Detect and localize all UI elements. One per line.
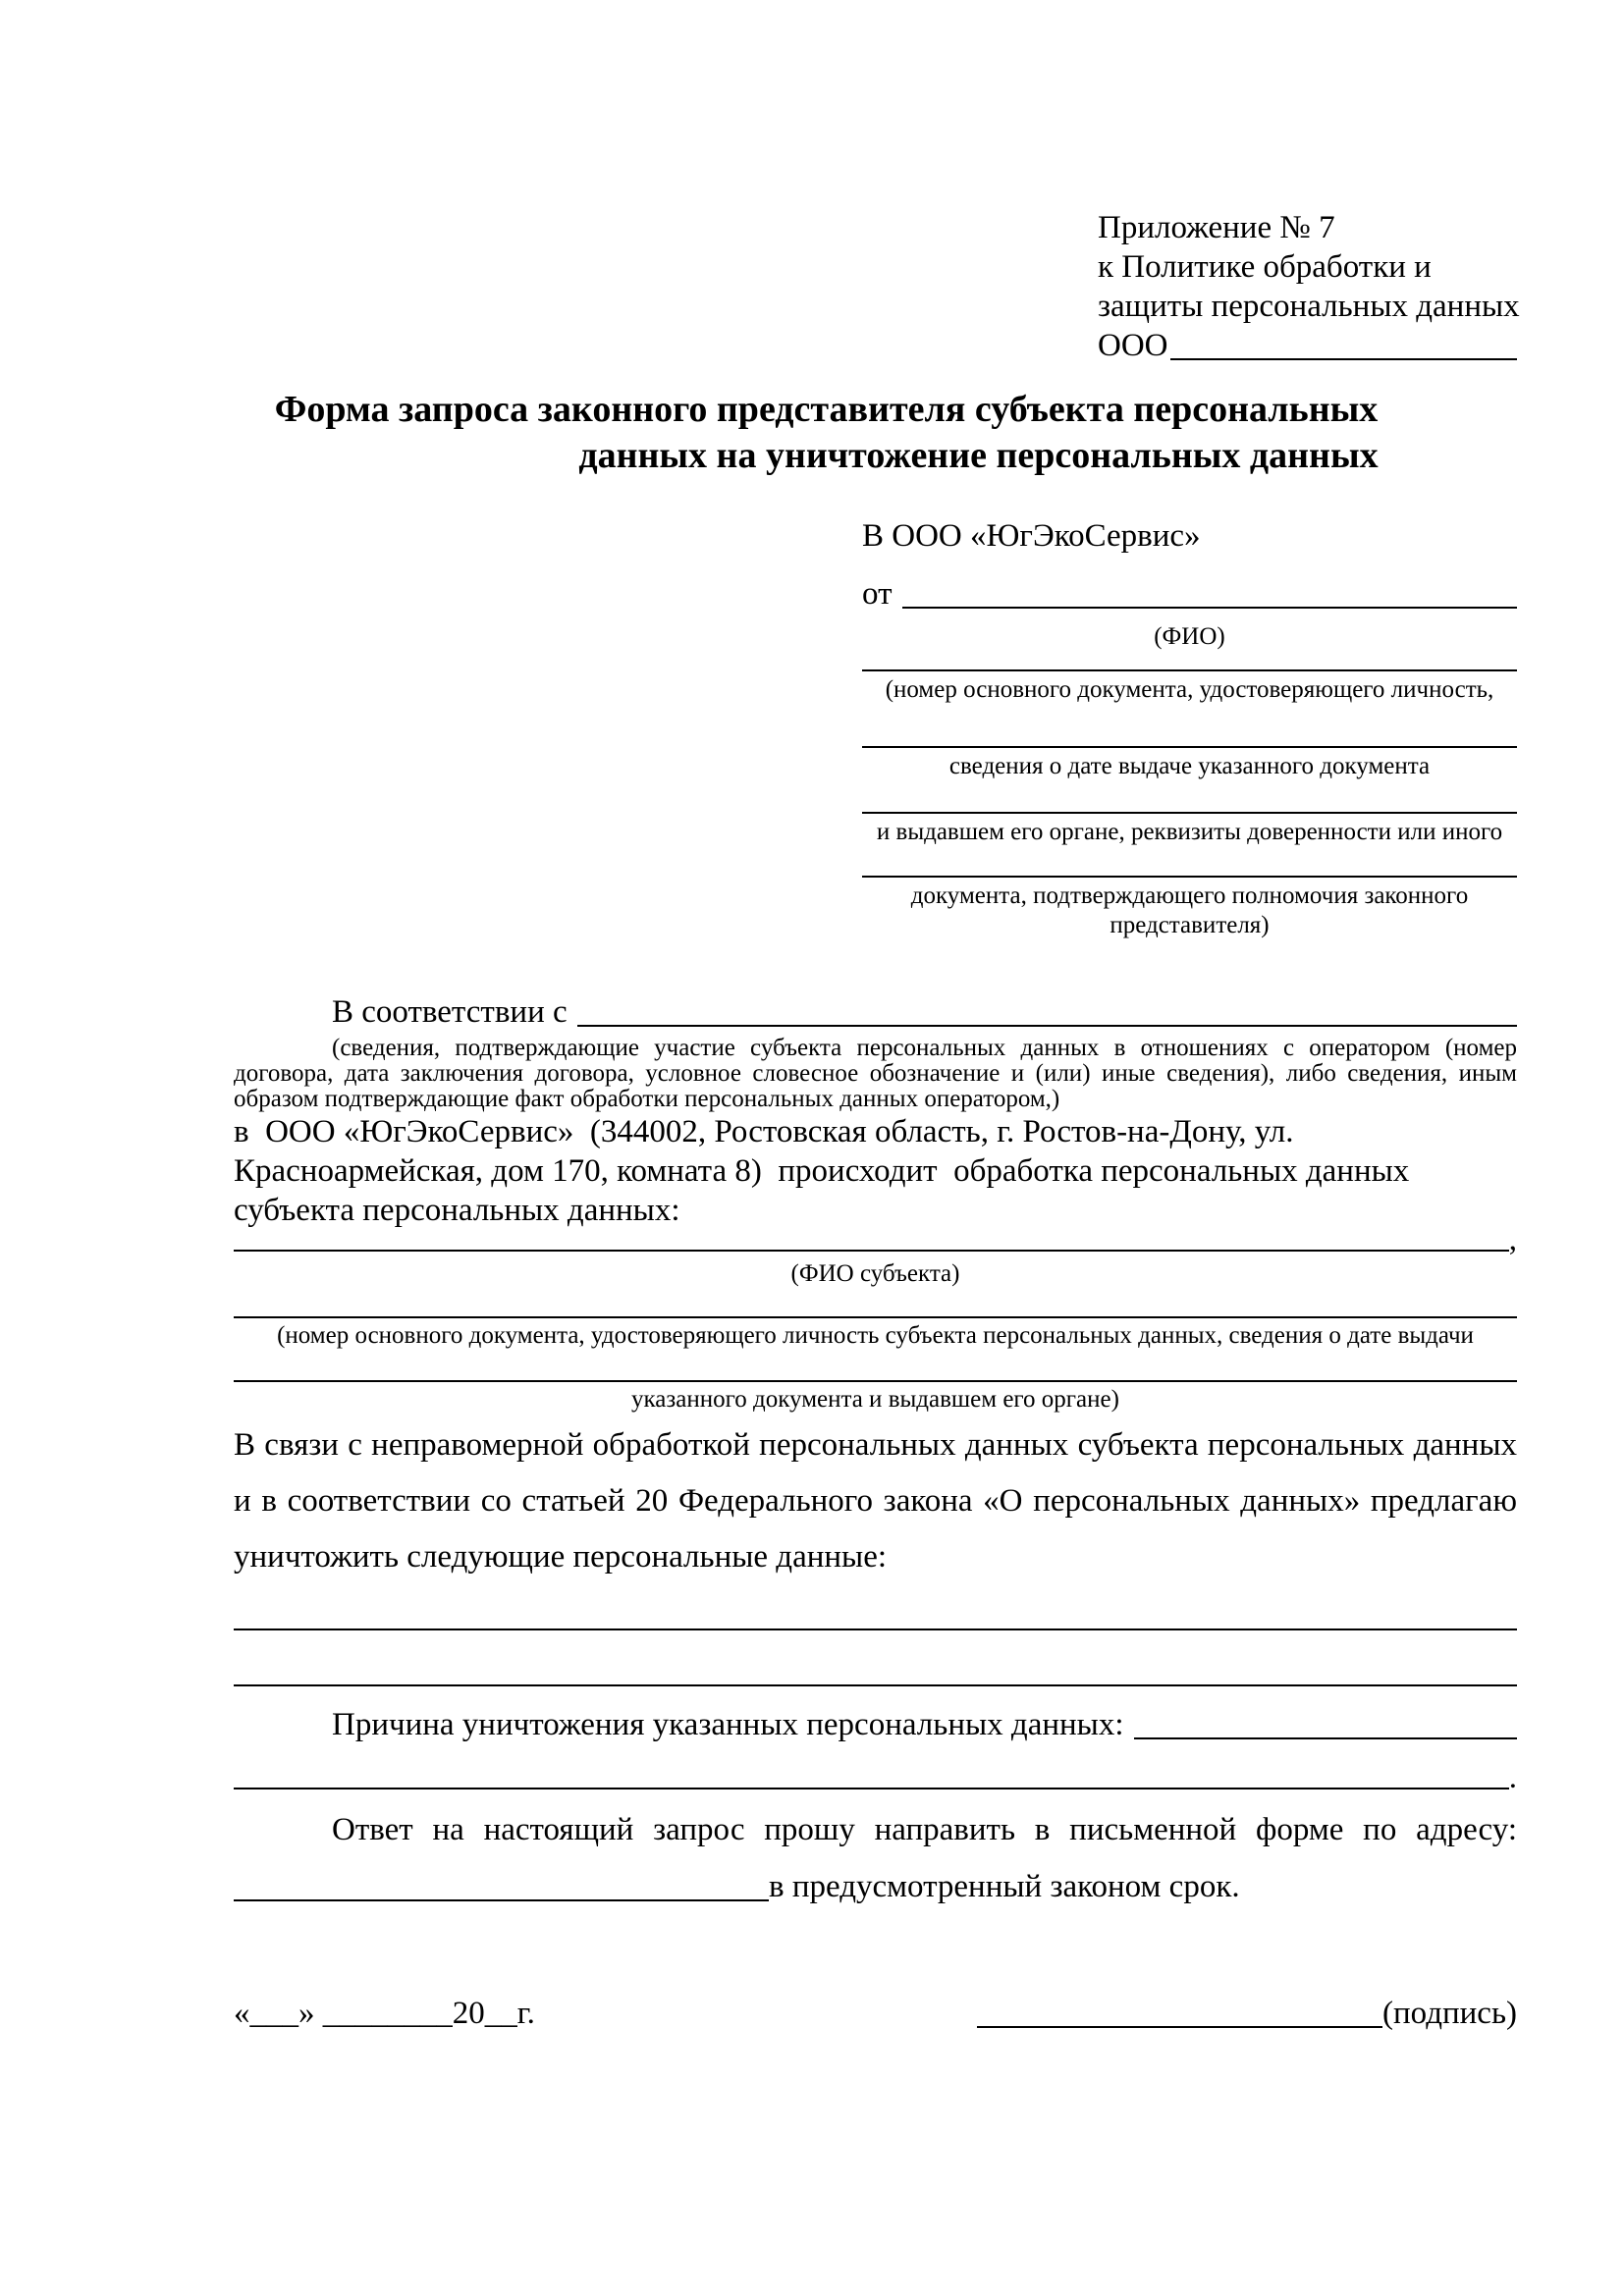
subject-fio-comma: , [1508, 1222, 1517, 1257]
subject-doc-caption-1: (номер основного документа, удостоверяющего личность субъекта персональных данных, сведения о дате выдачи [277, 1322, 1474, 1349]
reason-blank-field [1134, 1708, 1517, 1739]
demand-paragraph: В связи с неправомерной обработкой персональных данных субъекта персональных данных и в соответствии со статьей 20 Федерального закона «О персональных данных» предлагаю уничтожить следующие персональные данные: [234, 1427, 1517, 1575]
subject-fio-row [234, 1222, 1517, 1257]
subject-doc-blank-field-1 [234, 1289, 1517, 1318]
doc-caption-4: документа, подтверждающего полномочия законного представителя) [910, 882, 1469, 938]
representative-fio-blank-field [902, 577, 1518, 609]
subject-doc-blank-field-2 [234, 1351, 1517, 1382]
accordance-label: В соответствии с [332, 994, 568, 1030]
accordance-blank-field [577, 995, 1517, 1027]
reason-label: Причина уничтожения указанных персональных данных: [332, 1707, 1124, 1742]
form-title-line-1: Форма запроса законного представителя субъекта персональных [274, 389, 1379, 430]
date-field: «___» ________20__г. [234, 1996, 535, 2031]
org-name-blank-field [1170, 329, 1518, 360]
form-title-line-2: данных на уничтожение персональных данных [578, 435, 1379, 476]
appendix-line-3: защиты персональных данных [1098, 289, 1520, 324]
fio-caption: (ФИО) [1154, 623, 1225, 650]
operator-paragraph: в ООО «ЮгЭкоСервис» (344002, Ростовская область, г. Ростов-на-Дону, ул. Красноармейская, дом 170, комната 8) происходит обработка персональных данных субъекта персональных данных: [234, 1114, 1418, 1228]
reply-paragraph: Ответ на настоящий запрос прошу направить в письменной форме по адресу: [332, 1812, 1517, 1847]
reason-blank-field-2 [234, 1768, 1509, 1789]
doc-caption-1: (номер основного документа, удостоверяющего личность, [885, 676, 1494, 703]
data-to-destroy-blank-field-1 [234, 1585, 1517, 1630]
form-title [234, 387, 1517, 479]
appendix-line-1: Приложение № 7 [1098, 210, 1335, 245]
from-row [862, 574, 1517, 614]
reason-period: . [1508, 1760, 1517, 1795]
reply-address-row [234, 1867, 1517, 1906]
footer-row [234, 1994, 1517, 2033]
signature-caption: (подпись) [1382, 1996, 1517, 2031]
appendix-note [1098, 208, 1520, 365]
accordance-row [234, 992, 1517, 1032]
doc-caption-3: и выдавшем его органе, реквизиты доверенности или иного [876, 819, 1503, 845]
representative-doc-blank-field-2 [862, 705, 1517, 748]
reason-row [234, 1705, 1517, 1744]
reason-continuation-row [234, 1744, 1517, 1795]
signature-blank-field [977, 1997, 1382, 2028]
representative-doc-blank-field-1 [862, 652, 1517, 671]
addressee-org: В ООО «ЮгЭкоСервис» [862, 518, 1201, 554]
data-to-destroy-blank-field-2 [234, 1630, 1517, 1686]
signature-group [977, 1994, 1517, 2033]
subject-fio-caption: (ФИО субъекта) [790, 1260, 960, 1287]
reply-address-blank-field [234, 1870, 769, 1901]
appendix-line-2: к Политике обработки и [1098, 249, 1432, 285]
doc-caption-2: сведения о дате выдаче указанного документа [948, 753, 1431, 779]
accordance-caption: (сведения, подтверждающие участие субъекта персональных данных в отношениях с оператором (номер договора, дата заключения договора, условное словесное обозначение и (или) иные сведения), либо сведения, иным образом подтверждающие факт обработки персональных данных оператором,) [234, 1035, 1517, 1112]
from-label: от [862, 576, 893, 612]
appendix-org-prefix: ООО [1098, 328, 1168, 363]
subject-doc-caption-2: указанного документа и выдавшем его органе) [631, 1386, 1119, 1413]
subject-fio-blank-field [234, 1230, 1509, 1252]
addressee-block [862, 516, 1517, 940]
representative-doc-blank-field-3 [862, 781, 1517, 814]
reply-suffix: в предусмотренный законом срок. [769, 1869, 1240, 1904]
appendix-org-row [1098, 326, 1517, 365]
representative-doc-blank-field-4 [862, 847, 1517, 878]
